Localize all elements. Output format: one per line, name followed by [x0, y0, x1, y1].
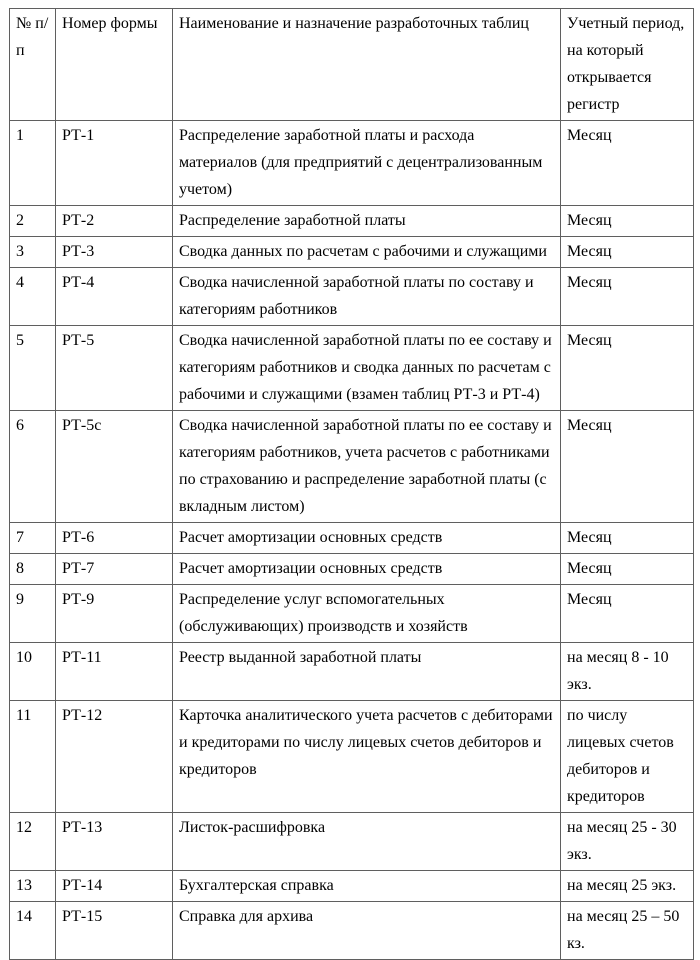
table-row [10, 902, 694, 960]
table-row [10, 813, 694, 871]
column-header-period: Учетный период, на который открывается регистр [561, 9, 694, 121]
cell-row-number: 4 [10, 268, 56, 326]
cell-table-name: Распределение услуг вспомогательных (обслуживающих) производств и хозяйств [173, 585, 561, 643]
table-row [10, 326, 694, 411]
cell-row-number: 13 [10, 871, 56, 902]
cell-table-name: Сводка начисленной заработной платы по ее составу и категориям работников и сводка данных по расчетам с рабочими и служащими (взамен таблиц РТ-3 и РТ-4) [173, 326, 561, 411]
cell-period: на месяц 25 – 50 кз. [561, 902, 694, 960]
cell-period: на месяц 8 - 10 экз. [561, 643, 694, 701]
cell-form-number: РТ-14 [56, 871, 173, 902]
cell-row-number: 1 [10, 121, 56, 206]
cell-period: Месяц [561, 206, 694, 237]
table-row [10, 643, 694, 701]
cell-form-number: РТ-7 [56, 554, 173, 585]
column-header-table-name: Наименование и назначение разработочных таблиц [173, 9, 561, 121]
cell-table-name: Бухгалтерская справка [173, 871, 561, 902]
table-row [10, 554, 694, 585]
cell-table-name: Расчет амортизации основных средств [173, 554, 561, 585]
cell-form-number: РТ-4 [56, 268, 173, 326]
cell-row-number: 5 [10, 326, 56, 411]
cell-row-number: 7 [10, 523, 56, 554]
cell-row-number: 11 [10, 701, 56, 813]
cell-table-name: Распределение заработной платы [173, 206, 561, 237]
table-row [10, 871, 694, 902]
cell-row-number: 6 [10, 411, 56, 523]
cell-table-name: Листок-расшифровка [173, 813, 561, 871]
cell-form-number: РТ-12 [56, 701, 173, 813]
cell-form-number: РТ-5с [56, 411, 173, 523]
cell-period: Месяц [561, 121, 694, 206]
cell-row-number: 14 [10, 902, 56, 960]
cell-table-name: Карточка аналитического учета расчетов с дебиторами и кредиторами по числу лицевых счетов дебиторов и кредиторов [173, 701, 561, 813]
cell-period: Месяц [561, 268, 694, 326]
cell-period: Месяц [561, 326, 694, 411]
table-row [10, 206, 694, 237]
table-row [10, 237, 694, 268]
cell-form-number: РТ-5 [56, 326, 173, 411]
cell-period: Месяц [561, 523, 694, 554]
column-header-form-number: Номер формы [56, 9, 173, 121]
cell-table-name: Справка для архива [173, 902, 561, 960]
cell-form-number: РТ-1 [56, 121, 173, 206]
cell-row-number: 12 [10, 813, 56, 871]
cell-row-number: 2 [10, 206, 56, 237]
cell-period: Месяц [561, 585, 694, 643]
cell-period: на месяц 25 - 30 экз. [561, 813, 694, 871]
cell-form-number: РТ-11 [56, 643, 173, 701]
cell-period: по числу лицевых счетов дебиторов и кредиторов [561, 701, 694, 813]
cell-period: Месяц [561, 237, 694, 268]
cell-table-name: Сводка начисленной заработной платы по составу и категориям работников [173, 268, 561, 326]
cell-table-name: Расчет амортизации основных средств [173, 523, 561, 554]
cell-period: Месяц [561, 554, 694, 585]
cell-form-number: РТ-3 [56, 237, 173, 268]
table-body [10, 121, 694, 960]
cell-table-name: Сводка данных по расчетам с рабочими и служащими [173, 237, 561, 268]
cell-table-name: Сводка начисленной заработной платы по ее составу и категориям работников, учета расчетов с работниками по страхованию и распределение заработной платы (с вкладным листом) [173, 411, 561, 523]
forms-table [9, 8, 694, 960]
cell-row-number: 10 [10, 643, 56, 701]
table-header [10, 9, 694, 121]
cell-form-number: РТ-15 [56, 902, 173, 960]
cell-form-number: РТ-6 [56, 523, 173, 554]
cell-form-number: РТ-9 [56, 585, 173, 643]
header-row [10, 9, 694, 121]
cell-table-name: Распределение заработной платы и расхода материалов (для предприятий с децентрализованным учетом) [173, 121, 561, 206]
table-row [10, 411, 694, 523]
cell-row-number: 9 [10, 585, 56, 643]
cell-form-number: РТ-13 [56, 813, 173, 871]
cell-table-name: Реестр выданной заработной платы [173, 643, 561, 701]
cell-form-number: РТ-2 [56, 206, 173, 237]
cell-row-number: 8 [10, 554, 56, 585]
table-row [10, 701, 694, 813]
table-row [10, 121, 694, 206]
table-row [10, 585, 694, 643]
cell-period: на месяц 25 экз. [561, 871, 694, 902]
cell-row-number: 3 [10, 237, 56, 268]
column-header-num: № п/п [10, 9, 56, 121]
cell-period: Месяц [561, 411, 694, 523]
table-row [10, 523, 694, 554]
table-row [10, 268, 694, 326]
